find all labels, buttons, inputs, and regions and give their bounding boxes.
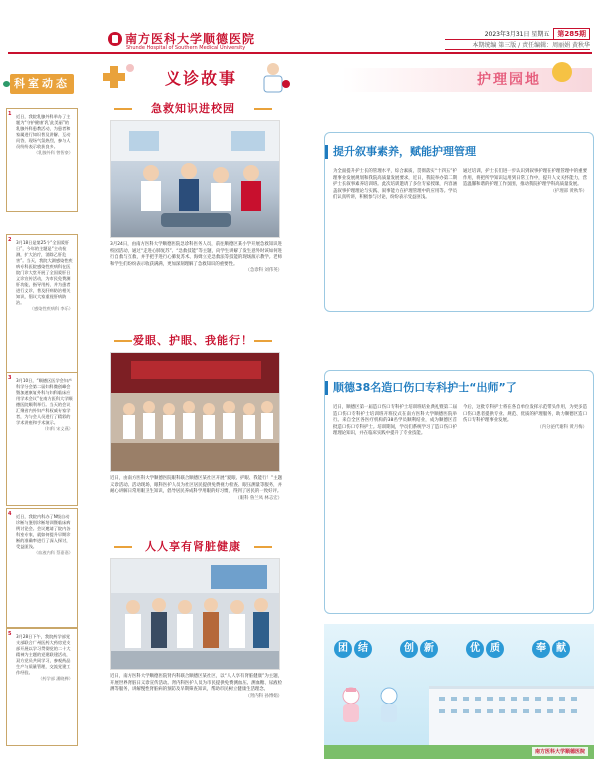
- edit-line: 本期统编 第三版 / 责任编辑：周丽娟 黄秋华: [445, 39, 590, 50]
- article-source: （护理部 黄秋华）: [550, 188, 587, 194]
- cpr-training-photo: [110, 120, 280, 238]
- slogan-char: 结: [354, 640, 372, 658]
- article-text: 近日，由南方医科大学顺德医院眼科联合顺德区某社区开展“爱眼、护眼、我能行！”主题义诊活动。活动现场，眼科医护人员为社区居民提供免费视力检查、眼压测量等服务，并耐心讲解日常用眼卫生知识，倡导居民养成科学用眼的好习惯，得到了居民的一致好评。: [110, 476, 282, 494]
- section-title-department-news: 科室动态: [10, 74, 74, 94]
- slogan-char: 创: [400, 640, 418, 658]
- page-title-nursing: 护理园地: [477, 72, 541, 88]
- page-title-clinic-stories: 义诊故事: [164, 69, 237, 88]
- article-text: 通过培训，护士长们进一步认识到叙事护理在护理管理中的重要作用，将把所学知识运用到日常工作中，提升人文关怀能力，营造温馨和谐的护理工作氛围，推动我院护理学科高质量发展。: [463, 169, 587, 188]
- news-text: 近日，我院乳腺外科举办了主题为“守护健康‘乳’此美丽”的乳腺外科患教活动，为患者和家属进行知识普及讲解、互动问答，现场气氛热烈，参与人员纷纷表示收获良多。: [16, 114, 71, 149]
- slogan-char: 优: [466, 640, 484, 658]
- article-source: （眼科 鲁兰凤 林志宏）: [235, 495, 282, 501]
- section-heading: 急救知识进校园: [118, 100, 268, 118]
- news-source: （血液内科 蔡嘉嘉）: [33, 550, 73, 555]
- department-news-column: [0, 58, 82, 759]
- slogan-char: 新: [420, 640, 438, 658]
- news-item: [6, 628, 78, 746]
- article-text: 3月24日，由南方医科大学顺德医院急诊科医务人员，前往顺德区某小学开展急救知识进校园活动，通过“走进心肺复苏”、“急救技能”等主题，向学生讲解了发生意外时该如何进行自救与互救，并手把手进行心肺复苏术、海姆立克急救法等技能的现场演示教学。老师和学生们纷纷表示收获满满，更加深刻理解了急救知识的重要性。: [110, 242, 282, 267]
- masthead: [0, 0, 600, 52]
- news-item: [6, 508, 78, 628]
- issue-date: 2023年3月31日 星期五: [484, 31, 550, 38]
- news-text: 3月28日下午，我院药学部党支部联合广州医药大药房党支部开展以学习贯彻党的二十大精神为主题的党建联建活动，双方党员共同学习，参观药品生产与质量管理，交流党建工作经验。: [16, 634, 71, 675]
- article-text: 近日，南方医科大学顺德医院肾内科联合顺德区某社区，以“人人享有肾脏健康”为主题，开展世界肾脏日义诊宣传活动。肾内科医护人员为市民提供免费测血压、测血糖、尿液检测等服务，讲解慢性肾脏病的预防及早期筛查知识，帮助市民树立健康生活理念。: [110, 674, 282, 692]
- news-number: 2: [8, 237, 12, 243]
- article-text: 为全面提升护士长的管理水平，综合素质，贯彻落实“十四五”护理事业发展规划和我院高质量发展要求，近日，我院举办第二期护士长叙事素养培训班。此次培训邀请了多位专家授课，内容涵盖叙事护理理论与实践、叙事能力在护理管理中的应用等。学员们认真听讲，积极参与讨论，纷纷表示受益匪浅。: [333, 169, 457, 201]
- kidney-health-photo: [110, 558, 280, 670]
- slogan-char: 奉: [532, 640, 550, 658]
- news-source: （感染性疾病科 李乐）: [29, 306, 73, 311]
- section-heading: 顺德38名造口伤口专科护士“出师”了: [325, 377, 593, 399]
- news-number: 1: [8, 111, 12, 117]
- article-panel: [324, 132, 594, 312]
- slogan-char: 团: [334, 640, 352, 658]
- hospital-emblem-icon: [108, 32, 122, 46]
- article-text: 近日，顺德区第一届造口伤口专科护士培训班结业典礼暨第二届造口伤口专科护士培训班开班仪式在南方医科大学顺德医院举行。来自全区各医疗机构的38名学员顺利结业，成为顺德区首批造口伤口专科护士。培训期间，学员们系统学习了造口伤口护理理论知识，并在临床实践中提升了专业技能。: [333, 405, 457, 437]
- news-number: 4: [8, 511, 12, 517]
- issue-info: [445, 28, 590, 50]
- article-body-right: [463, 169, 587, 309]
- article-source: （内分泌代谢科 黄月梅）: [537, 424, 587, 430]
- hospital-building-illustration: [429, 686, 594, 746]
- doctor-mascot-icon: [374, 686, 404, 724]
- slogan-char: 献: [552, 640, 570, 658]
- slogan-group-4: [532, 640, 570, 658]
- article-body-right: [463, 405, 587, 605]
- logo-text: 南方医科大学顺德医院: [125, 32, 256, 46]
- clinic-stories-column: [88, 58, 296, 759]
- slogan-char: 质: [486, 640, 504, 658]
- news-item: [6, 372, 78, 506]
- news-item: [6, 234, 78, 386]
- article-text: 今后，这批专科护士将在各自单位发挥示范带头作用，为更多造口伤口患者提供专业、规范、优质的护理服务，助力顺德区造口伤口专科护理事业发展。: [463, 405, 587, 424]
- slogan-group-1: [334, 640, 372, 658]
- news-source: （乳腺外科 曾智豪）: [33, 150, 73, 155]
- article-body: [110, 242, 282, 314]
- logo-subtitle: Shunde Hospital of Southern Medical University: [126, 45, 246, 51]
- article-source: （急诊科 刘伟英）: [245, 268, 282, 273]
- section-heading: 人人享有肾脏健康: [118, 538, 268, 556]
- news-text: 3月10日，“顺德区医学会妇产科学分会第二届妇科微创峰会暨加速康复外科与妇科临床应用学术会议”在南方医科大学顺德医院顺利举行。当天的会议汇聚省内外妇产科权威专家学者，为与会人员进行了精彩的学术讲座和手术演示。: [16, 378, 73, 425]
- article-source: （肾内科 孙博娟）: [245, 693, 282, 699]
- sun-decoration-icon: [552, 62, 572, 82]
- header-divider: [8, 52, 592, 54]
- slogan-poster: [324, 624, 594, 759]
- issue-number: 第285期: [553, 28, 590, 40]
- news-number: 5: [8, 631, 12, 637]
- eye-care-photo: [110, 352, 280, 472]
- article-body: [110, 674, 282, 754]
- section-heading: 提升叙事素养，赋能护理管理: [325, 141, 593, 163]
- section-heading: 爱眼、护眼、我能行！: [118, 332, 268, 350]
- medical-cross-decoration-icon: [98, 60, 138, 94]
- news-text: 3月18日是第25个“全国爱肝日”，今年的主题是“主动检测，扩大治疗，消除乙肝危害”。当天，我院大湖感染性疾病专科医院感染性疾病科在医院门诊大堂开展了全国爱肝日义诊宣传活动，为市民免费测肝功能，指导用药，并为患者进行义诊，普及肝病防治相关知识，倡议大家重视肝病防治。: [16, 240, 73, 305]
- hospital-logo: [108, 30, 256, 51]
- nursing-column: [302, 58, 600, 759]
- slogan-group-3: [466, 640, 504, 658]
- poster-hospital-logo: 南方医科大学顺德医院: [532, 747, 588, 756]
- article-body: [110, 476, 282, 546]
- news-source: （妇科 宋义燕）: [42, 426, 73, 431]
- doctor-illustration-icon: [253, 60, 293, 94]
- slogan-group-2: [400, 640, 438, 658]
- nurse-mascot-icon: [336, 686, 366, 724]
- news-item: [6, 108, 78, 212]
- news-number: 3: [8, 375, 12, 381]
- news-source: （药学部 潘晓桦）: [38, 676, 73, 681]
- article-panel: [324, 370, 594, 614]
- news-text: 近日，我院内科办了N级自动诊断与鉴别诊断培训暨临床病例讨论会。会议邀请了院内各科室专家，就如何提升早期诊断的准确率进行了深入探讨，受益匪浅。: [16, 514, 71, 549]
